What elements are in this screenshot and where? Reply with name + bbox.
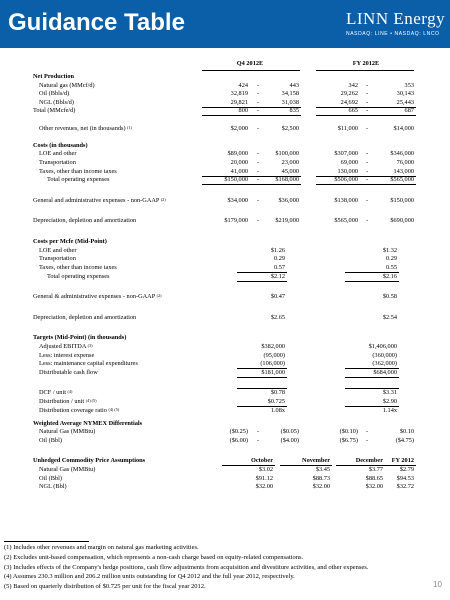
row-label: DCF / unit $^{(4)}$ xyxy=(39,389,73,397)
fy-high-value: 30,143 xyxy=(396,90,414,98)
fy-high-value: 353 xyxy=(404,81,414,89)
range-dash: - xyxy=(365,124,369,132)
col-header-fy: FY 2012E xyxy=(352,60,380,67)
range-dash: - xyxy=(365,217,369,225)
month-value: $94.53 xyxy=(396,474,414,482)
month-value: $91.12 xyxy=(255,474,273,482)
total-rule xyxy=(345,388,399,389)
footnote: (5) Based on quarterly distribution of $0.725 per unit for the fiscal year 2012. xyxy=(4,583,206,591)
month-value: $2.79 xyxy=(399,466,414,474)
range-dash: - xyxy=(256,196,260,204)
footnote-ref: (4) (5) xyxy=(85,398,97,404)
q4-low-value: 32,819 xyxy=(230,90,248,98)
fy-value: 1.14x xyxy=(382,406,397,414)
fy-low-value: ($0.10) xyxy=(339,428,358,436)
q4-high-value: 45,000 xyxy=(281,167,299,175)
q4-high-value: 34,158 xyxy=(281,90,299,98)
q4-high-value: 443 xyxy=(289,81,299,89)
footnote-ref: (1) xyxy=(127,124,133,130)
range-dash: - xyxy=(365,176,369,184)
q4-low-value: 20,000 xyxy=(230,159,248,166)
range-dash: - xyxy=(365,436,369,444)
range-dash: - xyxy=(365,90,369,98)
footnote-ref: (2) xyxy=(156,293,162,299)
footnote-ref: (2) xyxy=(160,196,166,202)
q4-value: $0.725 xyxy=(267,398,285,406)
q4-value: $2.12 xyxy=(270,272,285,280)
row-label: Natural gas (MMcf/d) xyxy=(39,81,95,89)
row-label: LOE and other xyxy=(39,150,77,158)
col-header-q4: Q4 2012E xyxy=(236,60,264,67)
range-dash: - xyxy=(256,150,260,158)
row-label: Depreciation, depletion and amortization xyxy=(33,217,137,225)
footnote-ref: (4) xyxy=(67,389,73,395)
fy-low-value: 29,262 xyxy=(340,90,358,98)
row-label: Less: interest expense xyxy=(39,351,95,359)
total-rule xyxy=(316,115,416,116)
month-value: $88.73 xyxy=(312,474,330,482)
fy-high-value: $150,000 xyxy=(390,196,414,204)
q4-high-value: 31,038 xyxy=(281,98,299,106)
month-value: $3.77 xyxy=(368,466,383,474)
row-label: Costs (in thousands) xyxy=(33,141,88,149)
range-dash: - xyxy=(256,124,260,132)
footnote: (3) Includes effects of the Company's hedge positions, cash flow adjustments from acquisition and divestiture activities, and other expenses. xyxy=(4,563,369,571)
month-value: October xyxy=(250,457,273,465)
fy-value: $2.16 xyxy=(382,272,397,280)
q4-value: $1.26 xyxy=(270,246,285,254)
range-dash: - xyxy=(365,107,369,115)
q4-high-value: ($0.05) xyxy=(280,428,299,436)
range-dash: - xyxy=(365,81,369,89)
row-label: NGL (Bbl) xyxy=(39,483,67,491)
fy-value: $1,406,000 xyxy=(368,343,397,351)
row-label: General & administrative expenses - non-GAAP $^{(2)}$ xyxy=(33,293,162,301)
month-value: $3.45 xyxy=(315,466,330,474)
fy-low-value: 69,000 xyxy=(340,159,358,166)
range-dash: - xyxy=(256,107,260,115)
fy-low-value: 130,000 xyxy=(337,167,358,175)
q4-low-value: $34,000 xyxy=(227,196,248,204)
month-value: $32.00 xyxy=(255,483,273,491)
fy-low-value: ($6.75) xyxy=(339,436,358,444)
fy-high-value: ($4.75) xyxy=(395,436,414,444)
total-rule xyxy=(237,388,287,389)
row-label: Targets (Mid-Point) (in thousands) xyxy=(33,334,127,342)
fy-value: $1.32 xyxy=(382,246,397,254)
row-label: Adjusted EBITDA $^{(3)}$ xyxy=(39,343,93,351)
row-label: Other revenues, net (in thousands) $^{(1)}$ xyxy=(39,124,133,132)
q4-high-value: $100,000 xyxy=(275,150,299,158)
fy-value: (362,000) xyxy=(372,360,397,368)
logo-tagline: NASDAQ: LINE • NASDAQ: LNCO xyxy=(346,31,440,37)
fy-high-value: 25,443 xyxy=(396,98,414,106)
fy-high-value: 143,000 xyxy=(393,167,414,175)
range-dash: - xyxy=(365,159,369,166)
fy-value: 0.55 xyxy=(385,263,397,271)
fy-low-value: $138,000 xyxy=(334,196,358,204)
row-label: Less: maintenance capital expenditures xyxy=(39,360,138,368)
row-label: Distribution / unit $^{(4) (5)}$ xyxy=(39,398,97,406)
range-dash: - xyxy=(256,436,260,444)
range-dash: - xyxy=(365,428,369,436)
q4-low-value: $150,000 xyxy=(224,176,248,184)
fy-high-value: $690,000 xyxy=(390,217,414,225)
fy-value: $0.58 xyxy=(382,293,397,301)
row-label: Total operating expenses xyxy=(47,272,110,280)
logo-name: LINN Energy xyxy=(346,9,446,28)
row-label: Costs per Mcfe (Mid-Point) xyxy=(33,238,107,246)
month-value: FY 2012 xyxy=(391,457,414,465)
page-title: Guidance Table xyxy=(8,9,185,36)
row-label: Taxes, other than income taxes xyxy=(39,263,117,271)
range-dash: - xyxy=(256,428,260,436)
range-dash: - xyxy=(256,98,260,106)
range-dash: - xyxy=(256,167,260,175)
total-rule xyxy=(345,377,399,378)
fy-value: 0.29 xyxy=(385,255,397,263)
month-value: December xyxy=(355,457,383,465)
total-rule xyxy=(202,115,301,116)
row-label: Natural Gas (MMBtu) xyxy=(39,428,96,436)
q4-high-value: 23,000 xyxy=(281,159,299,166)
fy-value: $2.90 xyxy=(382,398,397,406)
fy-value: $3.31 xyxy=(382,389,397,397)
fy-value: (360,000) xyxy=(372,351,397,359)
total-rule xyxy=(202,184,301,185)
q4-low-value: ($0.25) xyxy=(229,428,248,436)
month-value: $32.00 xyxy=(365,483,383,491)
q4-high-value: $2,500 xyxy=(281,124,299,132)
range-dash: - xyxy=(256,176,260,184)
range-dash: - xyxy=(365,150,369,158)
row-label: Oil (Bbls/d) xyxy=(39,90,70,98)
range-dash: - xyxy=(365,167,369,175)
q4-value: 0.29 xyxy=(273,255,285,263)
row-label: Weighted Average NYMEX Differentials xyxy=(33,419,143,427)
fy-high-value: $0.10 xyxy=(399,428,414,436)
total-rule xyxy=(345,281,399,282)
range-dash: - xyxy=(256,159,260,166)
q4-low-value: 29,821 xyxy=(230,98,248,106)
total-rule xyxy=(237,281,287,282)
fy-low-value: $565,000 xyxy=(334,217,358,225)
total-rule xyxy=(316,184,416,185)
fy-high-value: $565,000 xyxy=(390,176,414,184)
fy-high-value: $14,000 xyxy=(393,124,414,132)
q4-value: 1.08x xyxy=(270,406,285,414)
q4-high-value: 835 xyxy=(289,107,299,115)
q4-value: $2.65 xyxy=(270,313,285,321)
row-label: Taxes, other than income taxes xyxy=(39,167,117,175)
q4-low-value: $2,000 xyxy=(230,124,248,132)
row-label: Net Production xyxy=(33,73,74,80)
fy-high-value: $346,000 xyxy=(390,150,414,158)
range-dash: - xyxy=(365,98,369,106)
q4-high-value: ($4.00) xyxy=(280,436,299,444)
fy-low-value: 24,692 xyxy=(340,98,358,106)
fy-value: $2.54 xyxy=(382,313,397,321)
q4-low-value: 41,000 xyxy=(230,167,248,175)
row-label: Natural Gas (MMBtu) xyxy=(39,466,96,474)
q4-value: (95,000) xyxy=(263,351,285,359)
col-header-fy-rule xyxy=(316,70,414,71)
month-value: $32.72 xyxy=(396,483,414,491)
fy-high-value: 687 xyxy=(404,107,414,115)
fy-value: $684,000 xyxy=(373,368,397,376)
range-dash: - xyxy=(256,217,260,225)
row-label: General and administrative expenses - non-GAAP $^{(2)}$ xyxy=(33,196,166,204)
fy-low-value: 665 xyxy=(348,107,358,115)
range-dash: - xyxy=(365,196,369,204)
footnote: (4) Assumes 230.3 million and 206.2 million units outstanding for Q4 2012 and the full year 2012, respectively. xyxy=(4,573,295,581)
footnote: (2) Excludes unit-based compensation, which represents a non-cash charge based on equity-related compensations. xyxy=(4,553,304,561)
fy-low-value: 342 xyxy=(348,81,358,89)
footnote-ref: (4) (5) xyxy=(108,406,120,412)
q4-low-value: 800 xyxy=(238,107,248,115)
row-label: Oil (Bbl) xyxy=(39,474,62,482)
page-number: 10 xyxy=(433,580,442,589)
month-value: $88.65 xyxy=(365,474,383,482)
range-dash: - xyxy=(256,90,260,98)
q4-value: $0.78 xyxy=(270,389,285,397)
row-label: NGL (Bbls/d) xyxy=(39,98,74,106)
q4-low-value: $89,000 xyxy=(227,150,248,158)
fy-high-value: 76,000 xyxy=(396,159,414,166)
row-label: Unhedged Commodity Price Assumptions xyxy=(33,457,146,465)
row-label: Depreciation, depletion and amortization xyxy=(33,313,137,321)
q4-high-value: $219,000 xyxy=(275,217,299,225)
row-label: Transportation xyxy=(39,159,76,166)
col-header-q4-rule xyxy=(202,70,300,71)
q4-high-value: $36,000 xyxy=(278,196,299,204)
range-dash: - xyxy=(256,81,260,89)
fy-low-value: $506,000 xyxy=(334,176,358,184)
month-value: $3.02 xyxy=(258,466,273,474)
fy-low-value: $11,000 xyxy=(337,124,358,132)
q4-low-value: 424 xyxy=(238,81,248,89)
row-label: Oil (Bbl) xyxy=(39,436,62,444)
row-label: Transportation xyxy=(39,255,76,263)
month-value: $32.00 xyxy=(312,483,330,491)
footnote-ref: (3) xyxy=(87,343,93,349)
q4-low-value: $179,000 xyxy=(224,217,248,225)
row-label: Distributable cash flow xyxy=(39,368,98,376)
q4-low-value: ($6.00) xyxy=(229,436,248,444)
row-label: Total (MMcfe/d) xyxy=(33,107,76,115)
q4-value: $0.47 xyxy=(270,293,285,301)
fy-low-value: $307,000 xyxy=(334,150,358,158)
q4-high-value: $168,000 xyxy=(275,176,299,184)
row-label: Distribution coverage ratio $^{(4) (5)}$ xyxy=(39,406,120,414)
footnote-rule xyxy=(4,541,89,542)
q4-value: $382,000 xyxy=(261,343,285,351)
row-label: LOE and other xyxy=(39,246,77,254)
footnote: (1) Includes other revenues and margin on natural gas marketing activities. xyxy=(4,544,199,551)
q4-value: $181,000 xyxy=(261,368,285,376)
total-rule xyxy=(237,377,287,378)
q4-value: 0.57 xyxy=(273,263,285,271)
q4-value: (106,000) xyxy=(260,360,285,368)
row-label: Total operating expenses xyxy=(47,176,110,184)
month-value: November xyxy=(302,457,330,465)
